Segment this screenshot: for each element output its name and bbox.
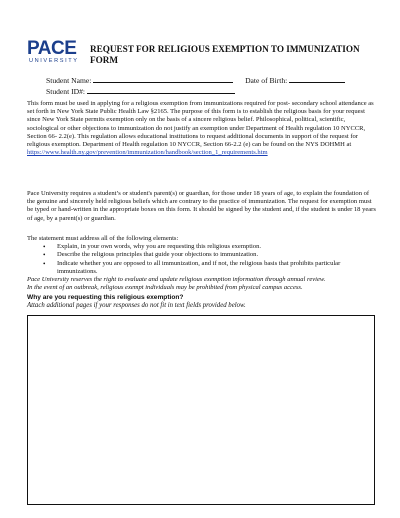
outbreak-note: In the event of an outbreak, religious exempt individuals may be prohibited from physical campus access. xyxy=(27,284,303,292)
question-hint: Attach additional pages if your responses do not fit in text fields provided below. xyxy=(27,302,246,310)
statement-intro: The statement must address all of the following elements: xyxy=(27,235,179,242)
form-title: REQUEST FOR RELIGIOUS EXEMPTION TO IMMUNIZATION FORM xyxy=(90,44,360,65)
student-name-label: Student Name: xyxy=(46,76,92,85)
review-note: Pace University reserves the right to evaluate and update religious exemption information through annual review. xyxy=(27,276,326,284)
list-item: • Indicate whether you are opposed to all immunization, and if not, the religious basis that prohibits particular immunizations. xyxy=(49,260,377,276)
nys-doh-link[interactable]: https://www.health.ny.gov/prevention/immunization/handbook/section_1_requirements.htm xyxy=(27,149,268,157)
intro-text: This form must be used in applying for a religious exemption from immunizations required for post- secondary school attendance as set forth in New York State Public Health Law §2165. The purpose of this form is to establish the religious basis for your request since New York State permits exemption only on the basis of a sincere religious belief. Philosophical, political, scientific, sociological or other objections to immunization do not justify an exemption under Department of Health regulation 10 NYCCR, Section 66- 2.2(e). This regulation allows educational institutions to request additional documents in support of the request for religious exemption. Department of Health regulation 10 NYCCR, Section 66-2.2 (e) can be found on the NYS DOHMH at xyxy=(27,100,374,149)
question-block xyxy=(27,294,377,311)
dob-label: Date of Birth: xyxy=(245,76,288,85)
dob-field[interactable] xyxy=(289,75,345,83)
logo-wordmark: PACE xyxy=(27,38,77,59)
list-item: • Explain, in your own words, why you are requesting this religious exemption. xyxy=(49,243,377,251)
list-item: • Describe the religious principles that guide your objections to immunization. xyxy=(49,251,377,259)
student-id-row xyxy=(46,86,376,97)
student-info-fields xyxy=(46,75,376,97)
answer-text-box[interactable] xyxy=(27,315,375,505)
requirements-paragraph xyxy=(27,190,377,223)
logo-subtitle: UNIVERSITY xyxy=(29,58,79,64)
statement-elements xyxy=(27,235,377,292)
student-name-field[interactable] xyxy=(93,75,233,83)
elements-list xyxy=(27,243,377,276)
pace-university-logo xyxy=(27,40,87,66)
student-id-label: Student ID#: xyxy=(46,87,86,96)
name-dob-row xyxy=(46,75,376,86)
student-id-field[interactable] xyxy=(87,86,235,94)
requirements-text: Pace University requires a student’s or student's parent(s) or guardian, for those under 18 years of age, to explain the foundation of the genuine and sincerely held religious beliefs which are contrary to the practice of immunization. The request for exemption must be typed or hand-written in the appropriate boxes on this form. It should be signed by the student and, if the student is under 18 years of age, by a parent(s) or guardian. xyxy=(27,190,376,222)
question-label: Why are you requesting this religious exemption? xyxy=(27,294,184,301)
intro-paragraph xyxy=(27,100,377,157)
